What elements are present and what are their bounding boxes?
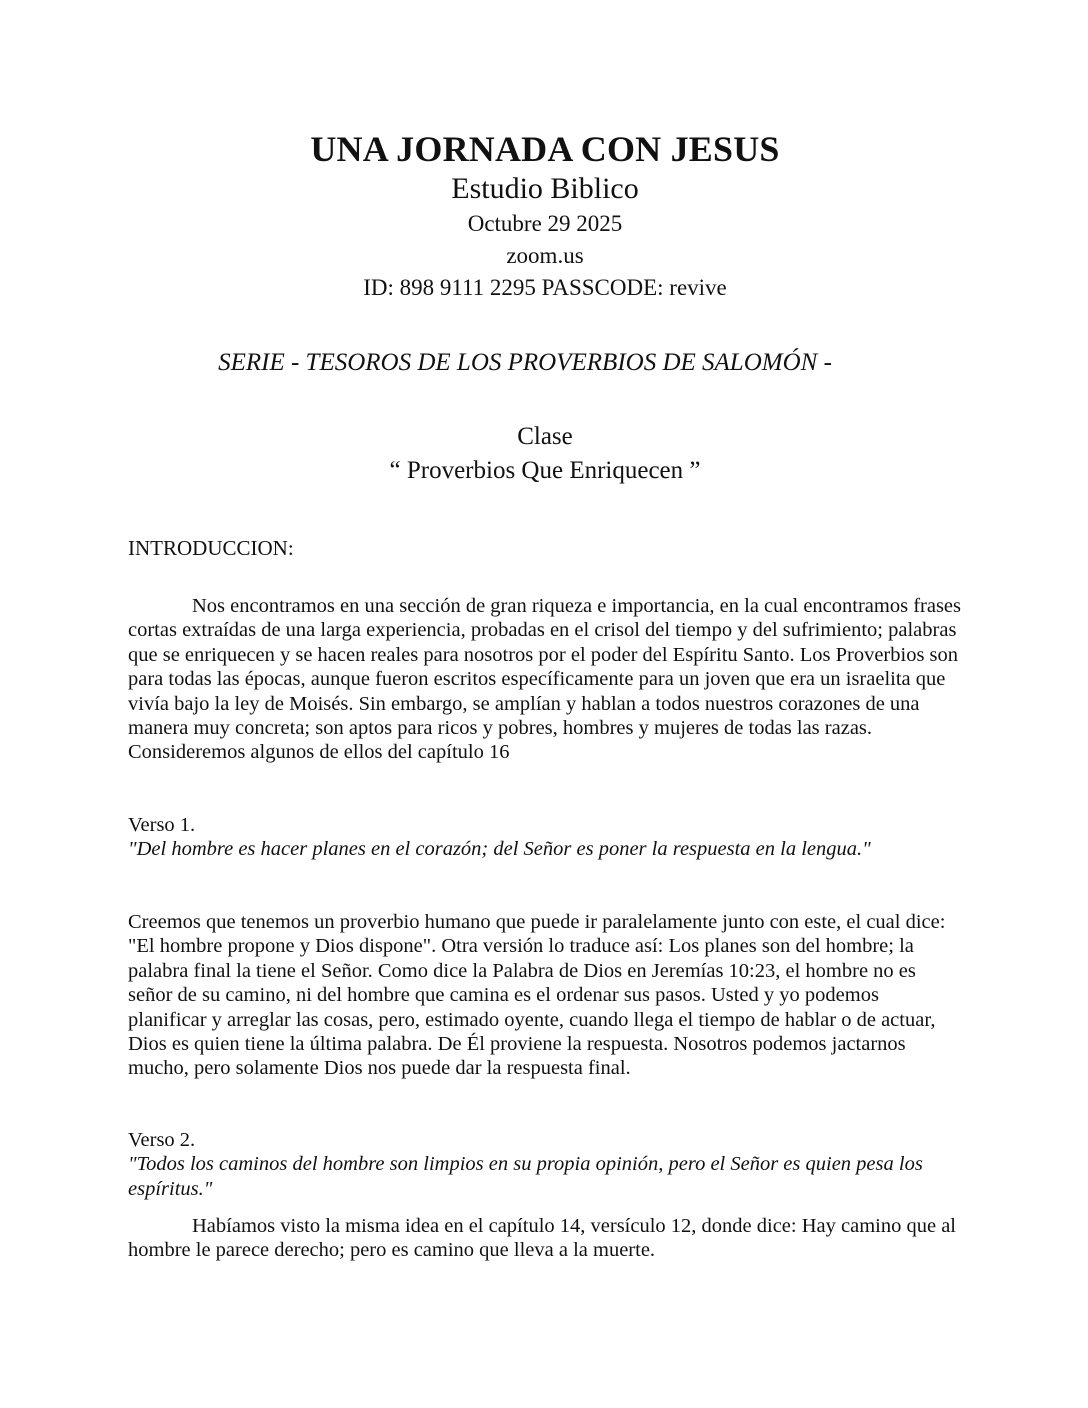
meeting-platform: zoom.us (506, 243, 584, 268)
verse-1-commentary: Creemos que tenemos un proverbio humano que puede ir paralelamente junto con este, el cual dice: "El hombre propone y Dios dispone". Otra versión lo traduce así: Los planes son del hombre; la palabra final la tiene el Señor. Como dice la Palabra de Dios en Jeremías 10:23, el hombre no es señor de su camino, ni del hombre que camina es el ordenar sus pasos. Usted y yo podemos planificar y arreglar las cosas, pero, estimado oyente, cuando llega el tiempo de hablar o de actuar, Dios es quien tiene la última palabra. De Él proviene la respuesta. Nosotros podemos jactarnos mucho, pero solamente Dios nos puede dar la respuesta final. (128, 911, 946, 1080)
verse-2-commentary: Habíamos visto la misma idea en el capítulo 14, versículo 12, donde dice: Hay camino que al hombre le parece derecho; pero es camino que lleva a la muerte. (128, 1215, 956, 1262)
class-title-block (128, 420, 962, 488)
verse-1-label: Verso 1. (128, 814, 196, 836)
verse-2-block (128, 1128, 962, 1201)
document-title: UNA JORNADA CON JESUS (310, 129, 780, 169)
introduction-paragraph: Nos encontramos en una sección de gran riqueza e importancia, en la cual encontramos frases cortas extraídas de una larga experiencia, probadas en el crisol del tiempo y del sufrimiento; palabras que se enriquecen y se hacen reales para nosotros por el poder del Espíritu Santo. Los Proverbios son para todas las épocas, aunque fueron escritos específicamente para un joven que era un israelita que vivía bajo la ley de Moisés. Sin embargo, se amplían y hablan a todos nuestros corazones de una manera muy concreta; son aptos para ricos y pobres, hombres y mujeres de todas las razas. Consideremos algunos de ellos del capítulo 16 (128, 595, 962, 764)
session-date: Octubre 29 2025 (467, 211, 623, 236)
class-name: “ Proverbios Que Enriquecen ” (389, 457, 701, 484)
introduction-heading: INTRODUCCION: (128, 536, 294, 560)
class-label: Clase (517, 423, 573, 450)
verse-1-block (128, 813, 962, 862)
document-subtitle: Estudio Biblico (451, 172, 639, 205)
series-title: SERIE - TESOROS DE LOS PROVERBIOS DE SALOMÓN - (218, 349, 832, 376)
verse-2-quote: "Todos los caminos del hombre son limpios en su propia opinión, pero el Señor es quien pesa los espíritus." (128, 1153, 923, 1200)
verse-2-label: Verso 2. (128, 1129, 196, 1151)
document-page (128, 128, 962, 1262)
meeting-credentials: ID: 898 9111 2295 PASSCODE: revive (363, 275, 727, 300)
document-header (128, 128, 962, 304)
verse-1-quote: "Del hombre es hacer planes en el corazón; del Señor es poner la respuesta en la lengua." (128, 838, 871, 861)
